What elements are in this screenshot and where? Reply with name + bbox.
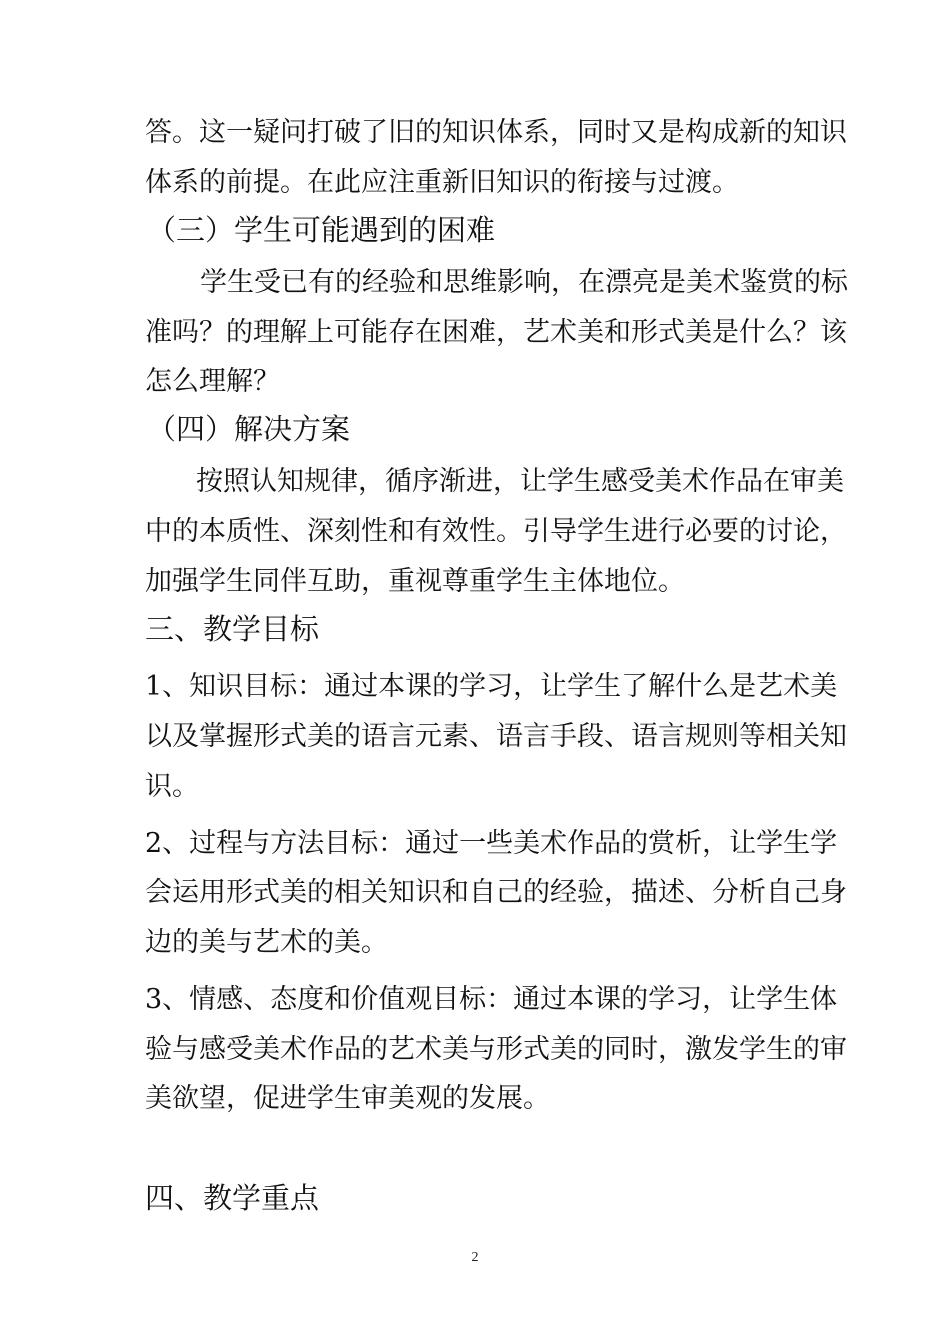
goal-line: 识。 [145, 771, 199, 802]
paragraph-line: 怎么理解？ [145, 366, 280, 397]
paragraph-line: 按照认知规律，循序渐进，让学生感受美术作品在审美 [196, 466, 844, 497]
paragraph-line: 准吗？的理解上可能存在困难，艺术美和形式美是什么？该 [145, 317, 847, 348]
section-heading-solution: （四）解决方案 [147, 412, 351, 446]
goal-line: 边的美与艺术的美。 [145, 927, 388, 958]
paragraph-line: 中的本质性、深刻性和有效性。引导学生进行必要的讨论， [145, 516, 847, 547]
paragraph-line: 体系的前提。在此应注重新旧知识的衔接与过渡。 [145, 167, 739, 198]
goal-line: 2、过程与方法目标：通过一些美术作品的赏析，让学生学 [145, 828, 838, 859]
goal-line: 美欲望，促进学生审美观的发展。 [145, 1083, 550, 1114]
paragraph-line: 学生受已有的经验和思维影响，在漂亮是美术鉴赏的标 [200, 267, 848, 298]
paragraph-line: 加强学生同伴互助，重视尊重学生主体地位。 [145, 566, 685, 597]
goal-line: 验与感受美术作品的艺术美与形式美的同时，激发学生的审 [145, 1034, 847, 1065]
goal-line: 会运用形式美的相关知识和自己的经验，描述、分析自己身 [145, 877, 847, 908]
paragraph-line: 答。这一疑问打破了旧的知识体系，同时又是构成新的知识 [145, 117, 847, 148]
goal-line: 3、情感、态度和价值观目标：通过本课的学习，让学生体 [145, 984, 838, 1015]
section-heading-teaching-focus: 四、教学重点 [145, 1181, 320, 1215]
section-heading-teaching-goals: 三、教学目标 [145, 612, 320, 646]
goal-line: 以及掌握形式美的语言元素、语言手段、语言规则等相关知 [145, 721, 847, 752]
page-number: 2 [471, 1250, 479, 1265]
section-heading-difficulties: （三）学生可能遇到的困难 [147, 213, 496, 247]
goal-line: 1、知识目标：通过本课的学习，让学生了解什么是艺术美 [145, 671, 838, 702]
